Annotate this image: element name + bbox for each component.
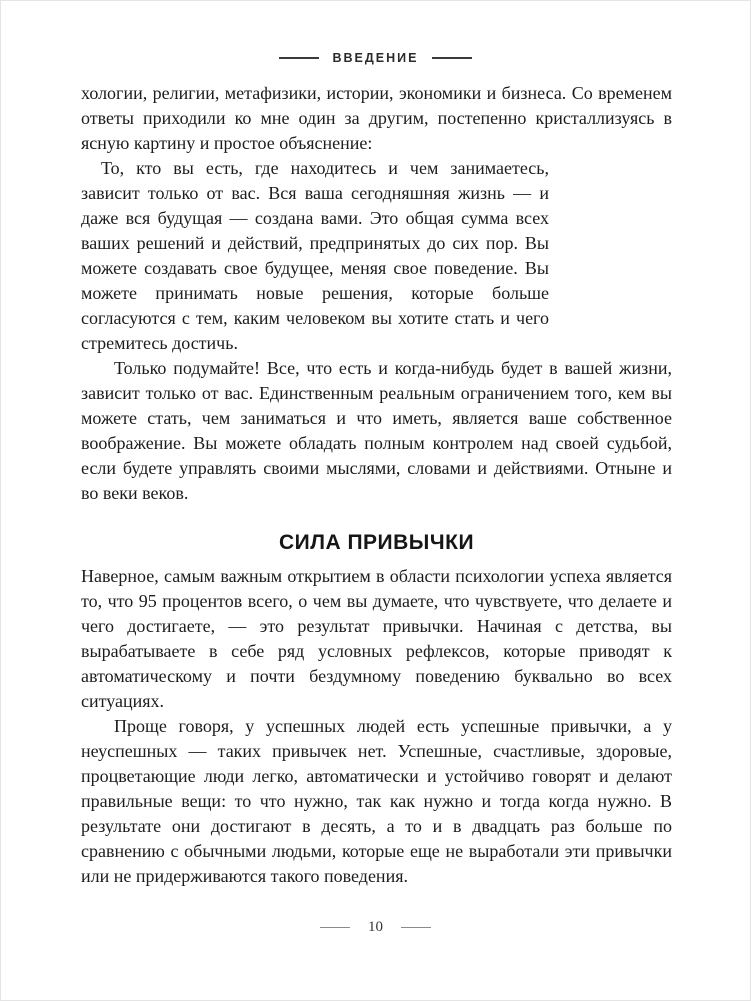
running-head: ВВЕДЕНИЕ — [332, 51, 419, 65]
running-header — [1, 51, 750, 65]
page-footer — [1, 919, 750, 936]
footer-rule-right-icon — [401, 927, 431, 928]
paragraph-after-quote: Только подумайте! Все, что есть и когда-нибудь будет в вашей жизни, зависит только от вас. Единственным реальным ограничением того, кем вы можете стать, чем заниматься и что иметь, является ваше собственное воображение. Вы можете обладать полным контролем над своей судьбой, если будете управлять своими мыслями, словами и действиями. Отныне и во веки веков. — [81, 358, 672, 503]
page-body — [81, 81, 672, 889]
section-heading: СИЛА ПРИВЫЧКИ — [278, 531, 475, 554]
page-number: 10 — [368, 919, 383, 935]
header-rule-right-icon — [432, 57, 472, 59]
section-paragraph-1: Наверное, самым важным открытием в области психологии успеха является то, что 95 процентов всего, о чем вы думаете, что чувствуете, что делаете и чего достигаете, — это результат привычки. Начиная с детства, вы вырабатываете в себе ряд условных рефлексов, которые приводят к автоматическому и почти бездумному поведению буквально во всех ситуациях. — [81, 566, 672, 711]
section-paragraph-2: Проще говоря, у успешных людей есть успешные привычки, а у неуспешных — таких привычек нет. Успешные, счастливые, здоровые, процветающие люди легко, автоматически и устойчиво говорят и делают правильные вещи: то что нужно, так как нужно и тогда когда нужно. В результате они достигают в десять, а то и в двадцать раз больше по сравнению с обычными людьми, которые еще не выработали эти привычки или не придерживаются такого поведения. — [81, 716, 672, 886]
header-rule-left-icon — [279, 57, 319, 59]
footer-rule-left-icon — [320, 927, 350, 928]
quote-block: То, кто вы есть, где находитесь и чем занимаетесь, зависит только от вас. Вся ваша сегодняшняя жизнь — и даже вся будущая — создана вами. Это общая сумма всех ваших решений и действий, предпринятых до сих пор. Вы можете создавать свое будущее, меняя свое поведение. Вы можете принимать новые решения, которые больше согласуются с тем, каким человеком вы хотите стать и чего стремитесь достичь. — [81, 158, 549, 353]
paragraph-continuation: хологии, религии, метафизики, истории, экономики и бизнеса. Со временем ответы приходили ко мне один за другим, постепенно кристаллизуясь в ясную картину и простое объяснение: — [81, 83, 672, 153]
